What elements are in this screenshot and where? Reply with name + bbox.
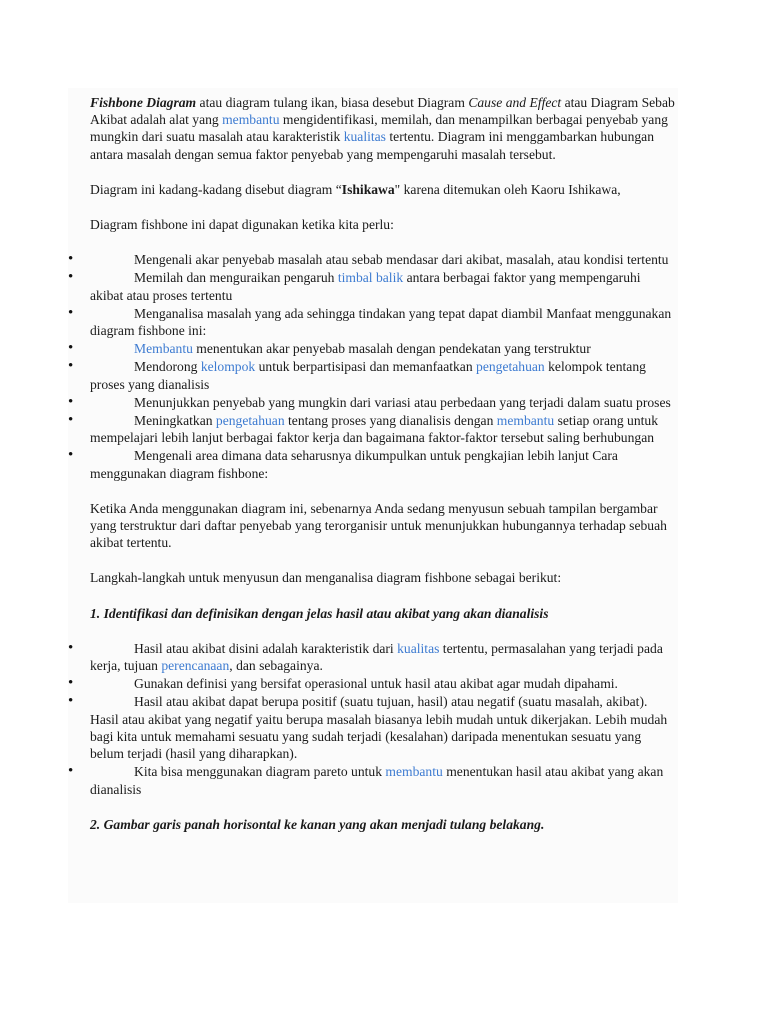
text: Hasil atau akibat disini adalah karakteristik dari <box>134 640 398 656</box>
text: setiap orang untuk mempelajari lebih lanjut berbagai faktor kerja dan bagaimana faktor-faktor tersebut saling berhubungan <box>90 413 659 446</box>
step-1-heading: 1. Identifikasi dan definisikan dengan jelas hasil atau akibat yang akan dianalisis <box>90 605 549 621</box>
term-cause-effect: Cause and Effect <box>468 95 562 110</box>
usage-list <box>90 251 676 482</box>
text: Menunjukkan penyebab yang mungkin dari variasi atau perbedaan yang terjadi dalam suatu proses <box>134 394 671 410</box>
list-item <box>90 763 676 797</box>
text: Meningkatkan <box>134 413 216 429</box>
term-fishbone: Fishbone Diagram <box>90 95 197 110</box>
list-item <box>90 447 676 481</box>
term-ishikawa: Ishikawa <box>341 181 395 197</box>
usage-intro: Diagram fishbone ini dapat digunakan ketika kita perlu: <box>90 217 394 233</box>
list-item <box>90 412 676 446</box>
text: Mengenali akar penyebab masalah atau sebab mendasar dari akibat, masalah, atau kondisi tertentu <box>134 252 669 268</box>
text: atau diagram tulang ikan, biasa desebut Diagram <box>196 95 469 110</box>
link-kelompok[interactable]: kelompok <box>200 359 256 375</box>
text: Menganalisa masalah yang ada sehingga tindakan yang tepat dapat diambil Manfaat menggunakan diagram fishbone ini: <box>90 305 672 339</box>
list-item <box>90 358 676 392</box>
text: tertentu. Diagram ini menggambarkan hubungan antara masalah dengan semua faktor penyebab yang mempengaruhi masalah tersebut. <box>90 129 655 162</box>
link-membantu[interactable]: membantu <box>385 764 443 780</box>
link-kualitas[interactable]: kualitas <box>343 129 386 145</box>
text: , dan sebagainya. <box>229 658 323 674</box>
link-pengetahuan[interactable]: pengetahuan <box>215 413 285 429</box>
text: Mengenali area dimana data seharusnya dikumpulkan untuk pengkajian lebih lanjut Cara menggunakan diagram fishbone: <box>90 448 618 481</box>
list-item <box>90 693 676 762</box>
text: Diagram ini kadang-kadang disebut diagram “ <box>90 181 342 197</box>
text: atau Diagram Sebab Akibat adalah alat yang <box>90 95 675 128</box>
list-item <box>90 269 676 303</box>
list-item <box>90 675 676 692</box>
list-item <box>90 394 676 411</box>
link-membantu[interactable]: membantu <box>496 413 555 429</box>
text: untuk berpartisipasi dan memanfaatkan <box>255 359 477 375</box>
link-membantu[interactable]: membantu <box>222 112 280 128</box>
text: antara berbagai faktor yang mempengaruhi akibat atau proses tertentu <box>90 270 641 303</box>
link-timbal-balik[interactable]: timbal balik <box>337 270 404 286</box>
link-membantu[interactable]: Membantu <box>134 341 193 357</box>
text: Memilah dan menguraikan pengaruh <box>134 270 338 286</box>
list-item <box>90 340 676 357</box>
ishikawa-paragraph <box>90 181 676 198</box>
text: Hasil atau akibat dapat berupa positif (suatu tujuan, hasil) atau negatif (suatu masalah, akibat). Hasil atau akibat yang negatif yaitu berupa masalah biasanya lebih mudah untuk dikerjakan. Lebih mudah bagi kita untuk memahami sesuatu yang sudah terjadi (kesalahan) daripada menentukan sesuatu yang belum terjadi (hasil yang diharapkan). <box>90 694 668 762</box>
text: mengidentifikasi, memilah, dan menampilkan berbagai penyebab yang mungkin dari suatu masalah atau karakteristik <box>90 112 668 145</box>
text: tertentu, permasalahan yang terjadi pada kerja, tujuan <box>90 640 663 674</box>
intro-paragraph <box>90 94 676 163</box>
step-1-list <box>90 640 676 798</box>
text: Kita bisa menggunakan diagram pareto untuk <box>134 764 386 780</box>
text: kelompok tentang proses yang dianalisis <box>90 359 646 392</box>
list-item <box>90 305 676 339</box>
link-perencanaan[interactable]: perencanaan <box>161 658 230 674</box>
text: menentukan hasil atau akibat yang akan dianalisis <box>90 764 664 797</box>
link-kualitas[interactable]: kualitas <box>397 640 440 656</box>
step-2-heading: 2. Gambar garis panah horisontal ke kanan yang akan menjadi tulang belakang. <box>90 816 545 832</box>
structure-paragraph: Ketika Anda menggunakan diagram ini, sebenarnya Anda sedang menyusun sebuah tampilan bergambar yang terstruktur dari daftar penyebab yang terorganisir untuk menunjukkan hubungannya terhadap sebuah akibat tertentu. <box>90 500 667 551</box>
link-pengetahuan[interactable]: pengetahuan <box>476 359 545 375</box>
text: " karena ditemukan oleh Kaoru Ishikawa, <box>394 181 621 197</box>
text: Gunakan definisi yang bersifat operasional untuk hasil atau akibat agar mudah dipahami. <box>134 676 618 692</box>
steps-intro: Langkah-langkah untuk menyusun dan menganalisa diagram fishbone sebagai berikut: <box>90 570 562 586</box>
list-item <box>90 640 676 674</box>
text: tentang proses yang dianalisis dengan <box>284 413 497 429</box>
list-item <box>90 251 676 268</box>
text: Mendorong <box>134 359 201 375</box>
text: menentukan akar penyebab masalah dengan pendekatan yang terstruktur <box>192 341 591 357</box>
document-body <box>90 94 676 833</box>
